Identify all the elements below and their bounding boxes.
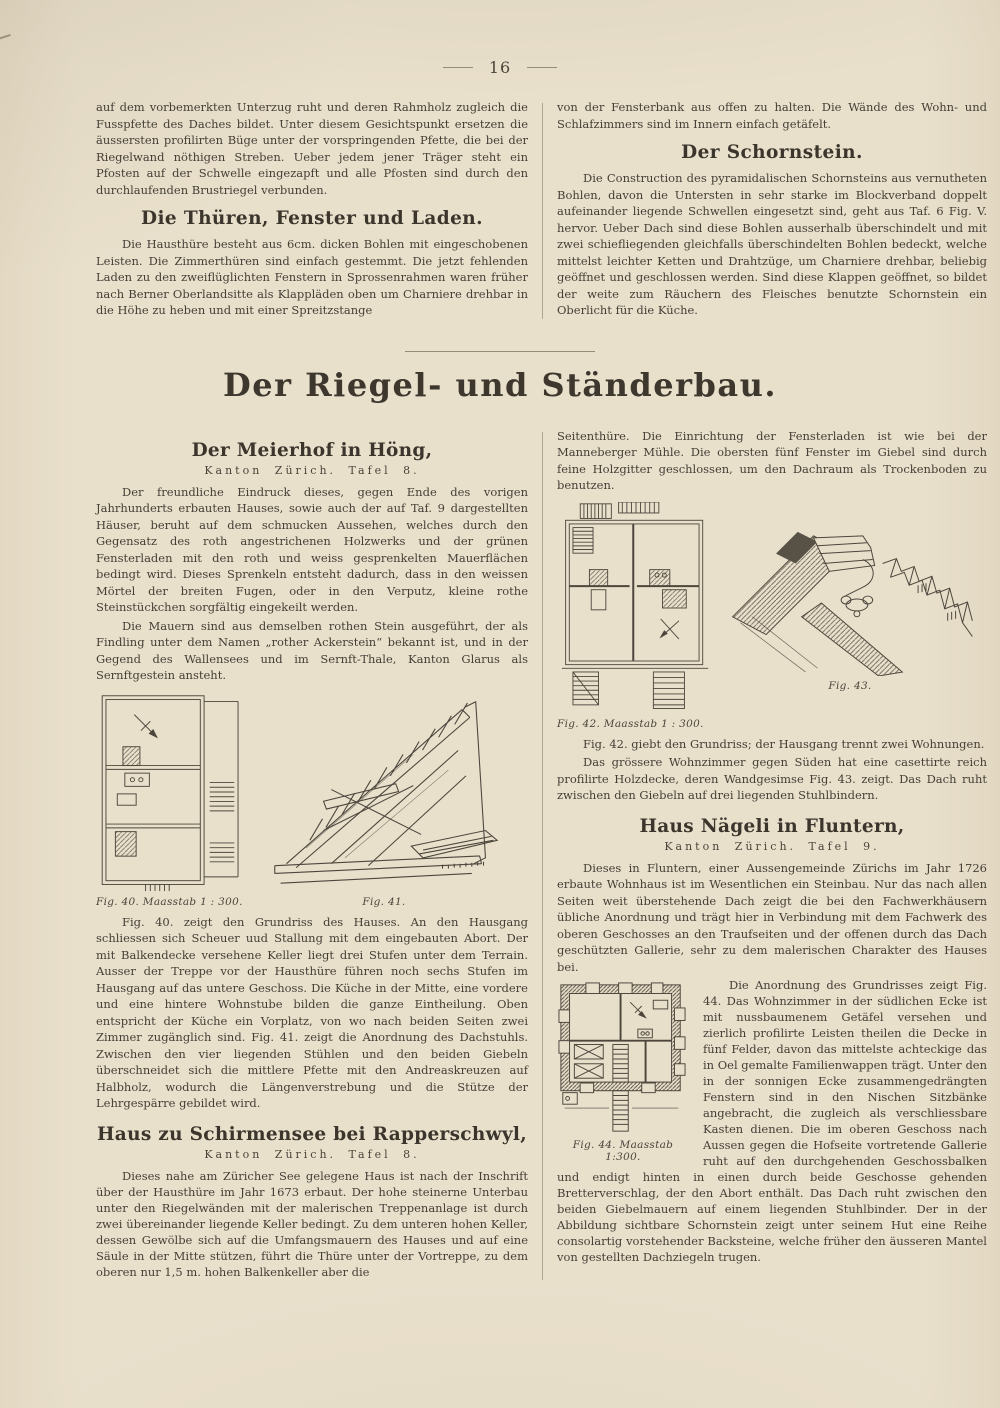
paragraph: auf dem vorbemerkten Unterzug ruht und deren Rahmholz zugleich die Fusspfette des Daches bildet. Unter diesem Gesichtspunkt ersetzen die äussersten profilirten Büge unter der vorspringenden Pfette, die bei der Riegelwand nöthigen Streben. Ueber jedem jener Träger steht ein Pfosten auf der Schwelle eingezapft und alle Pfosten sind durch den durchlaufenden Brustriegel verbunden. (96, 100, 528, 197)
fig42-floor-plan (557, 502, 715, 730)
fig43-drawing (725, 526, 975, 676)
header-rule-right (527, 67, 557, 68)
house-subheading: Kanton Zürich. Tafel 8. (204, 463, 420, 477)
paragraph: Das grössere Wohnzimmer gegen Süden hat eine casettirte reich profilirte Holzdecke, deren Wandgesimse Fig. 43. zeigt. Das Dach ruht zwischen den Giebeln auf drei liegenden Stuhlbindern. (557, 755, 987, 802)
fig41-caption: Fig. 41. (362, 895, 406, 908)
fig44-drawing (557, 981, 687, 1135)
chapter-title: Der Riegel- und Ständerbau. (222, 365, 778, 404)
paragraph: von der Fensterbank aus offen zu halten. Die Wände des Wohn- und Schlafzimmers sind im Innern einfach getäfelt. (557, 100, 987, 131)
fig41-roof-truss (258, 692, 510, 908)
fig40-caption: Fig. 40. Maasstab 1 : 300. (96, 895, 243, 908)
fig42-caption: Fig. 42. Maasstab 1 : 300. (557, 717, 704, 730)
paragraph: Dieses in Fluntern, einer Aussengemeinde Zürichs im Jahr 1726 erbaute Wohnhaus ist im Wesentlichen ein Steinbau. Nur das nach allen Seiten weit überstehende Dach zeigt die bei den Fachwerkhäusern übliche Anordnung und trägt hier in Verbindung mit dem Fachwerk des oberen Geschosses an den Traufseiten und der offenen durch das Dach geschützten Gallerie, sehr zu dem malerischen Charakter des Hauses bei. (557, 860, 987, 974)
chapter-divider-rule (405, 351, 595, 352)
house-heading-schirmensee: Haus zu Schirmensee bei Rapperschwyl, (97, 1123, 527, 1145)
paragraph: Der freundliche Eindruck dieses, gegen Ende des vorigen Jahrhunderts erbauten Hauses, sowie auch der auf Taf. 9 dargestellten Häuser, beruht auf dem schmucken Aussehen, welches durch den Gegensatz des roth angestrichenen Holzwerks und der grünen Fensterladen mit den roth und weiss gesprenkelten Mauerflächen bedingt wird. Dieses Sprenkeln entsteht dadurch, dass in den weissen Mörtel der breiten Fugen, oder in den Verputz, kleine rothe Steinstückchen sorgfältig eingekeilt werden. (96, 484, 528, 614)
paragraph: Die Anordnung des Grundrisses zeigt Fig. 44. Das Wohnzimmer in der südlichen Ecke ist mit nussbaumenem Getäfel versehen und zierlich profilirte Leisten theilen die Decke in fünf Felder, davon das mittelste achteckige das in Oel gemalte Familienwappen trägt. Unter den in der sonnigen Ecke zusammengedrängten Fenstern sind in den Nischen Sitzbänke angebracht, die zugleich als verschliessbare Kasten dienen. Die im oberen Geschoss nach Aussen gegen die Hofseite vortretende Gallerie ruht auf den durchgehenden Geschossbalken und endigt hinten in einen durch beide Geschosse gehenden Bretterverschlag, der den Abort enthält. Das Dach ruht zwischen den beiden Giebelmauern auf einem liegenden Stuhlbinder. Der in der Abbildung sichtbare Schornstein zeigt unter seinem Hut eine Reihe consolartig vorstehender Backsteine, welche früher den äusseren Mantel von gestellten Dachziegeln trugen. (557, 978, 988, 1264)
scan-edge-mark (0, 34, 11, 40)
header-rule-left (443, 67, 473, 68)
page-header (0, 58, 1000, 77)
fig40-drawing (96, 692, 248, 892)
column-divider (542, 432, 543, 1280)
figure-row-40-41 (96, 692, 528, 908)
fig44-caption: Fig. 44. Maasstab 1:300. (572, 1139, 674, 1163)
section-heading-schornstein: Der Schornstein. (681, 142, 863, 163)
house-heading-meierhof: Der Meierhof in Höng, (191, 439, 433, 461)
paragraph: Die Construction des pyramidalischen Schornsteins aus vernutheten Bohlen, davon die Untersten in sehr starke im Blockverband doppelt aufeinander liegende Schwellen eingesetzt sind, geht aus Taf. 6 Fig. V. hervor. Ueber Dach sind diese Bohlen ausserhalb überschindelt und mit zwei schiefliegenden gleichfalls überschindelten Bohlen bedeckt, welche mittelst leichter Ketten und Drahtzüge, um Charniere drehbar, beliebig geöffnet und geschlossen werden. Sind diese Klappen geöffnet, so bildet der weite zum Räuchern des Fleisches benutzte Schornstein ein Oberlicht für die Küche. (557, 171, 987, 317)
house-subheading: Kanton Zürich. Tafel 8. (204, 1147, 420, 1161)
top-right-column (557, 99, 987, 321)
fig41-drawing (258, 692, 510, 892)
paragraph: Fig. 42. giebt den Grundriss; der Hausgang trennt zwei Wohnungen. (583, 736, 985, 751)
fig43-cornice-detail (725, 526, 975, 692)
main-section (0, 428, 1000, 1282)
paragraph: Die Mauern sind aus demselben rothen Stein ausgeführt, der als Findling unter dem Namen „rother Ackerstein“ bekannt ist, und in der Gegend des Wallensees und im Sernft-Thale, Kanton Glarus als Sernftgestein ansteht. (96, 618, 528, 682)
paragraph: Dieses nahe am Züricher See gelegene Haus ist nach der Inschrift über der Hausthüre im Jahr 1673 erbaut. Der hohe steinerne Unterbau unter den Riegelwänden mit der malerischen Treppenanlage ist durch zwei übereinander liegende Keller bedingt. Zu dem unteren hohen Keller, dessen Gewölbe sich auf die Umfangsmauern des Hauses und auf eine Säule in der Mitte stützen, führt die Thüre unter der Vortreppe, zu dem oberen nur 1,5 m. hohen Balkenkeller aber die (96, 1168, 528, 1279)
house-heading-naegeli: Haus Nägeli in Fluntern, (639, 815, 905, 837)
fig42-drawing (557, 502, 715, 714)
fig40-floor-plan (96, 692, 248, 908)
fig44-floor-plan (557, 981, 689, 1163)
paragraph: Die Hausthüre besteht aus 6cm. dicken Bohlen mit eingeschobenen Leisten. Die Zimmerthüren sind einfach gestemmt. Die jetzt fehlenden Laden zu den zweiflüglichten Fenstern in Sprossenrahmen waren früher nach Berner Oberlandsitte als Klappläden oben um Charniere drehbar in die Höhe zu heben und mit einer Spreitzstange (96, 237, 528, 317)
main-left-column (96, 428, 528, 1282)
top-left-column (96, 99, 528, 321)
top-section (0, 99, 1000, 321)
page-number: 16 (488, 58, 512, 77)
figure-row-42-43 (557, 502, 987, 730)
column-divider (542, 103, 543, 319)
main-right-column (557, 428, 987, 1282)
section-heading-thueren: Die Thüren, Fenster und Laden. (141, 208, 483, 229)
paragraph: Seitenthüre. Die Einrichtung der Fensterladen ist wie bei der Manneberger Mühle. Die obersten fünf Fenster im Giebel sind durch feine Holzgitter geschlossen, um den Dachraum als Trockenboden zu benutzen. (557, 428, 987, 492)
fig43-caption: Fig. 43. (828, 679, 872, 692)
paragraph: Fig. 40. zeigt den Grundriss des Hauses. An den Hausgang schliessen sich Scheuer uud Stallung mit dem eingebauten Abort. Der mit Balkendecke versehene Keller liegt drei Stufen unter dem Terrain. Ausser der Treppe vor der Hausthüre führen noch sechs Stufen im Hausgang auf das untere Geschoss. Die Küche in der Mitte, eine vordere und eine hintere Wohnstube bilden die ganze Eintheilung. Oben entspricht der Küche ein Vorplatz, von wo nach beiden Seiten zwei Zimmer zugänglich sind. Fig. 41. zeigt die Anordnung des Dachstuhls. Zwischen den vier liegenden Stühlen und den beiden Giebeln überschneidet sich die mittlere Pfette mit den Andreaskreuzen auf Halbholz, wodurch die Längenverstrebung und die Stütze der Lehrgespärre gebildet wird. (96, 914, 528, 1110)
house-subheading: Kanton Zürich. Tafel 9. (664, 839, 880, 853)
